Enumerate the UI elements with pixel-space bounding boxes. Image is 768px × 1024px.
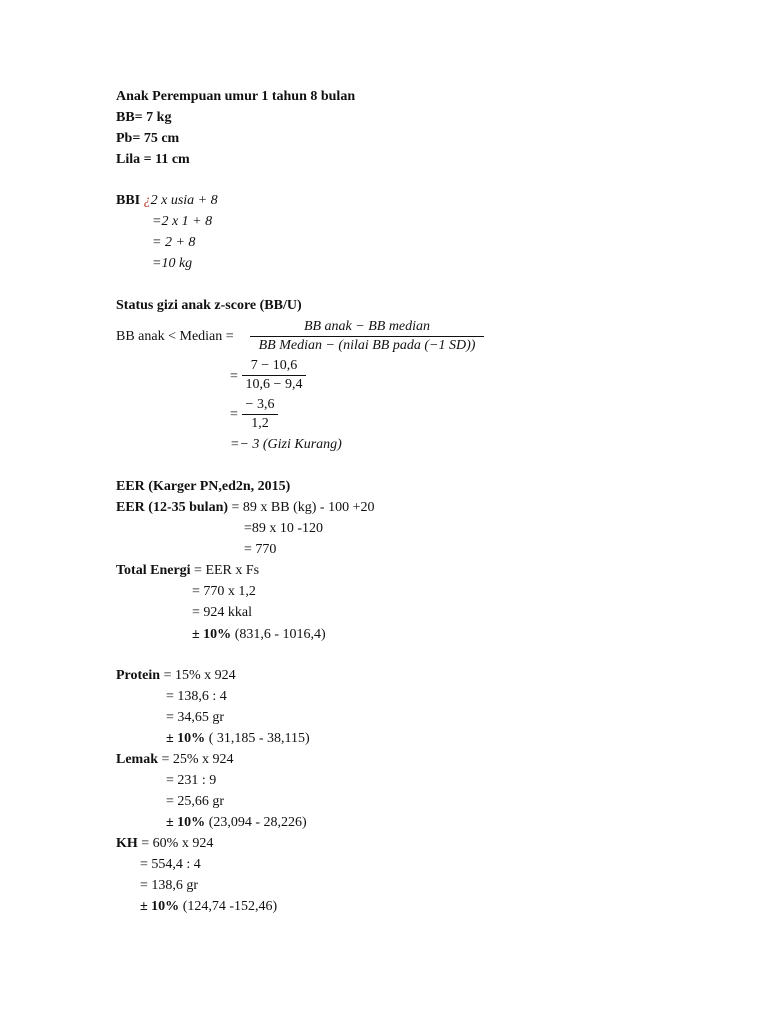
carb-step-3: = 138,6 gr [140,878,199,893]
protein-line [116,667,236,685]
total-energy-label: Total Energi [116,563,191,578]
total-energy-step-3: = 924 kkal [192,605,252,620]
fat-step-3: = 25,66 gr [166,794,225,809]
bbi-step-4: =10 kg [152,256,193,271]
carb-formula: = 60% x 924 [137,836,214,851]
bbi-symbol: ¿ [143,193,151,208]
fraction-1-numerator: BB anak − BB median [303,319,431,334]
protein-range-label: ± 10% [166,731,206,746]
carb-range-label: ± 10% [140,899,180,914]
total-energy-formula: = EER x Fs [190,563,260,578]
total-energy-step-2: = 770 x 1,2 [192,584,256,599]
eer-title: EER (Karger PN,ed2n, 2015) [116,479,291,494]
protein-formula: = 15% x 924 [160,668,236,683]
length-line: Pb= 75 cm [116,131,180,146]
muac-line: Lila = 11 cm [116,152,190,167]
subject-line: Anak Perempuan umur 1 tahun 8 bulan [116,89,356,104]
zscore-eq-2: = [230,369,238,384]
protein-step-3: = 34,65 gr [166,710,225,725]
total-energy-line [116,562,259,580]
bbi-step-3: = 2 + 8 [152,235,196,250]
carb-label: KH [116,836,138,851]
carb-range-value: (124,74 -152,46) [179,899,278,914]
fraction-3-numerator: − 3,6 [245,397,275,412]
protein-label: Protein [116,668,161,683]
bbi-step-2: =2 x 1 + 8 [152,214,213,229]
carb-line [116,835,213,853]
eer-formula-line [116,499,374,517]
fat-step-2: = 231 : 9 [166,773,217,788]
carb-step-2: = 554,4 : 4 [140,857,201,872]
bbi-expression: 2 x usia + 8 [150,193,218,208]
carb-range [140,898,277,916]
fat-range [166,814,307,832]
eer-step-3: = 770 [244,542,277,557]
zscore-lhs: BB anak < Median = [116,329,234,344]
bbi-label: BBI [116,193,141,208]
fraction-1-denominator: BB Median − (nilai BB pada (−1 SD)) [258,338,476,353]
fraction-2-denominator: 10,6 − 9,4 [245,377,303,392]
fat-line [116,751,234,769]
eer-label: EER (12-35 bulan) [116,500,229,515]
eer-step-2: =89 x 10 -120 [244,521,324,536]
total-energy-range [192,626,326,644]
bbi-line [116,192,218,210]
protein-range-value: ( 31,185 - 38,115) [205,731,310,746]
total-energy-range-label: ± 10% [192,627,232,642]
eer-formula: = 89 x BB (kg) - 100 +20 [228,500,375,515]
fraction-3-denominator: 1,2 [251,416,269,431]
protein-range [166,730,310,748]
zscore-title: Status gizi anak z-score (BB/U) [116,298,302,313]
zscore-eq-3: = [230,407,238,422]
fat-range-label: ± 10% [166,815,206,830]
zscore-fraction-1 [250,318,484,355]
fat-range-value: (23,094 - 28,226) [205,815,307,830]
protein-step-2: = 138,6 : 4 [166,689,227,704]
weight-line: BB= 7 kg [116,110,172,125]
fat-label: Lemak [116,752,158,767]
zscore-fraction-3 [242,396,278,433]
fraction-2-numerator: 7 − 10,6 [250,358,298,373]
total-energy-range-value: (831,6 - 1016,4) [231,627,326,642]
zscore-result: =− 3 (Gizi Kurang) [230,437,342,452]
zscore-fraction-2 [242,357,306,394]
fat-formula: = 25% x 924 [158,752,234,767]
